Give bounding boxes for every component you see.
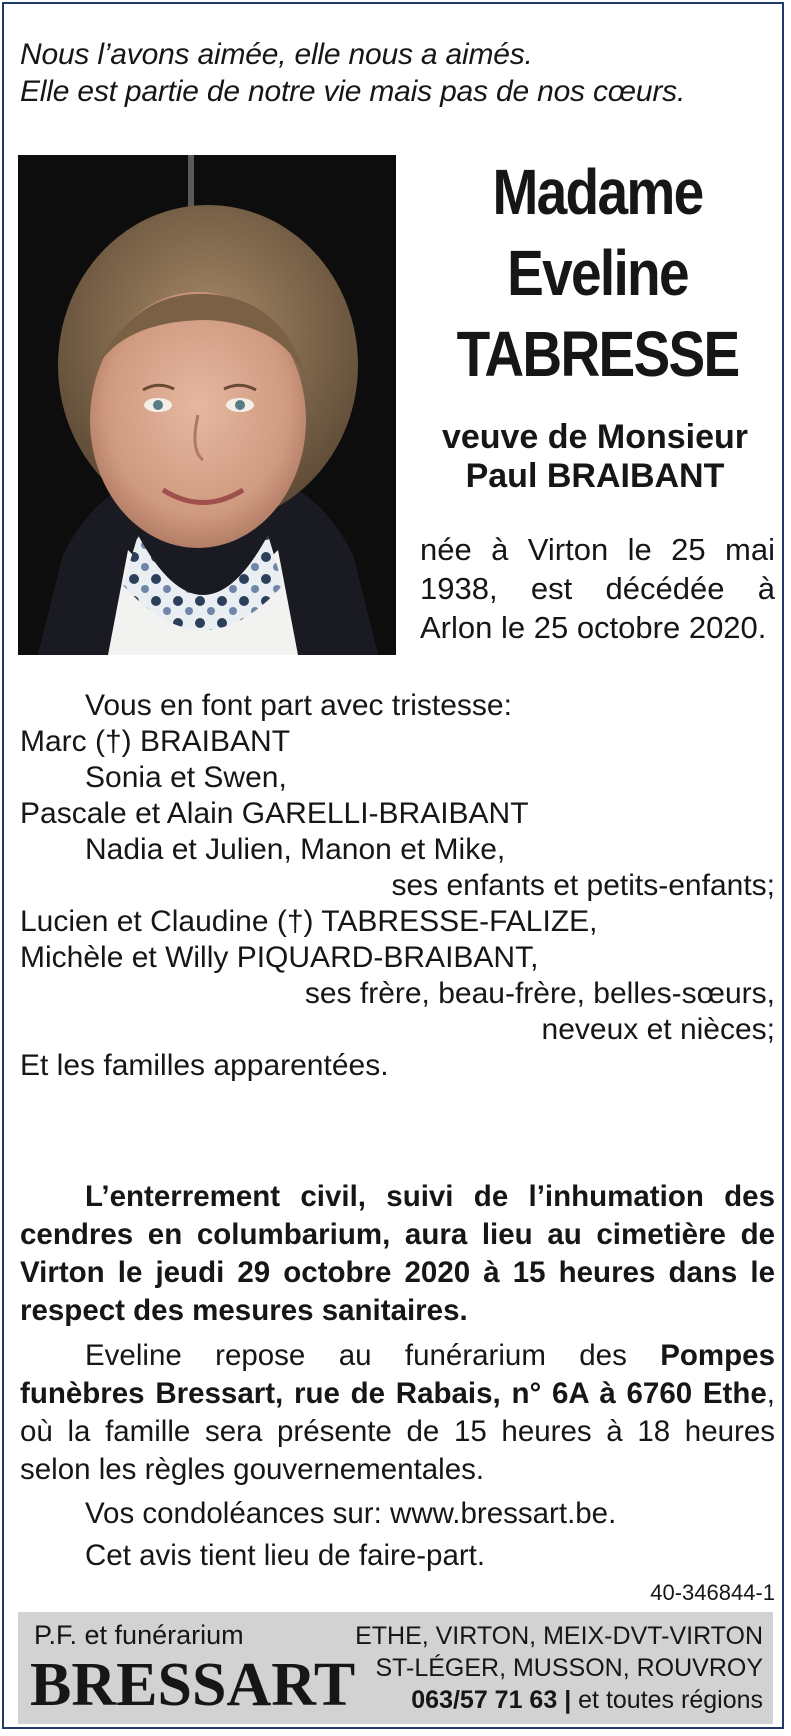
deceased-name <box>445 152 750 395</box>
funeral-home-banner <box>18 1612 773 1724</box>
family-line: Lucien et Claudine (†) TABRESSE-FALIZE, <box>20 905 598 938</box>
announcement-intro: Vous en font part avec tristesse: <box>85 689 512 722</box>
locations-line-1: ETHE, VIRTON, MEIX-DVT-VIRTON <box>355 1622 763 1650</box>
widow-line-1: veuve de Monsieur <box>441 418 749 456</box>
brand-logo: BRESSART <box>30 1651 356 1719</box>
contact-line <box>355 1684 763 1716</box>
funerarium-text <box>20 1337 775 1489</box>
condolences-text: Vos condoléances sur: www.bressart.be. <box>85 1497 617 1530</box>
family-line: ses enfants et petits-enfants; <box>391 869 775 902</box>
family-line: Pascale et Alain GARELLI-BRAIBANT <box>20 797 529 830</box>
notice-text: Cet avis tient lieu de faire-part. <box>85 1539 486 1572</box>
portrait-illustration <box>18 155 396 655</box>
deceased-first-name: Eveline <box>507 237 688 309</box>
family-line: Sonia et Swen, <box>85 761 287 794</box>
family-line: Marc (†) BRAIBANT <box>20 725 291 758</box>
funerarium-text-a: Eveline repose au funérarium des <box>85 1339 661 1372</box>
portrait-photo <box>18 155 396 655</box>
widow-of <box>405 418 785 496</box>
widow-line-2: Paul BRAIBANT <box>465 457 725 495</box>
deceased-surname: TABRESSE <box>456 318 739 390</box>
family-line: Michèle et Willy PIQUARD-BRAIBANT, <box>20 941 539 974</box>
birth-death-text: née à Virton le 25 mai 1938, est décédée à Arlon le 25 octobre 2020. <box>420 532 775 645</box>
family-announcement <box>20 688 775 1084</box>
quote-line-1: Nous l’avons aimée, elle nous a aimés. <box>20 38 533 71</box>
ceremony-text: L’enterrement civil, suivi de l’inhumation des cendres en columbarium, aura lieu au cimetière de Virton le jeudi 29 octobre 2020 à 15 heures dans le respect des mesures sanitaires. <box>20 1180 775 1327</box>
separator: | <box>564 1686 572 1714</box>
reference-number: 40-346844-1 <box>650 1580 775 1605</box>
regions: et toutes régions <box>578 1686 763 1714</box>
funerarium-text-b: , où la famille sera présente de 15 heures à 18 heures selon les règles gouvernementales. <box>20 1377 775 1486</box>
family-line: ses frère, beau-frère, belles-sœurs, <box>304 977 775 1010</box>
family-line: Et les familles apparentées. <box>20 1049 389 1082</box>
family-line: Nadia et Julien, Manon et Mike, <box>85 833 506 866</box>
locations-line-2: ST-LÉGER, MUSSON, ROUVROY <box>375 1654 763 1682</box>
deceased-title: Madame <box>492 156 703 228</box>
family-line: neveux et nièces; <box>541 1013 775 1046</box>
memorial-quote <box>20 36 685 110</box>
quote-line-2: Elle est partie de notre vie mais pas de nos cœurs. <box>20 75 686 108</box>
funerarium-address: Pompes funèbres Bressart, rue de Rabais, n° 6A à 6760 Ethe <box>20 1339 775 1410</box>
locations <box>355 1620 763 1716</box>
phone-number: 063/57 71 63 <box>411 1686 558 1714</box>
pf-label: P.F. et funérarium <box>34 1620 244 1650</box>
